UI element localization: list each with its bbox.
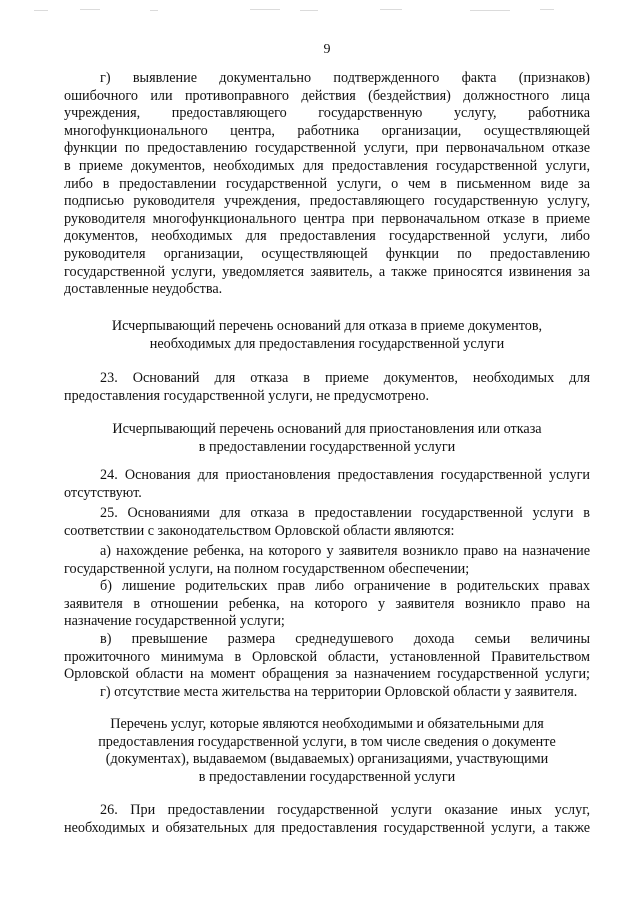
scan-artifacts xyxy=(0,0,640,14)
text-line: руководителя организации, осуществляющей функции по предоставлению xyxy=(64,245,590,262)
text-line: необходимых и обязательных для предоставления государственной услуги, а также xyxy=(64,819,590,836)
heading-line: Исчерпывающий перечень оснований для приостановления или отказа xyxy=(112,421,542,437)
heading-line: Исчерпывающий перечень оснований для отказа в приеме документов, xyxy=(111,318,543,334)
item-a xyxy=(64,543,590,578)
paragraph-26 xyxy=(64,802,590,837)
text-line: прожиточного минимума в Орловской области, установленной Правительством xyxy=(64,648,590,665)
text-line: либо в предоставлении государственной услуги, о чем в письменном виде за xyxy=(64,175,590,192)
page-number: 9 xyxy=(323,42,331,57)
text-line: б) лишение родительских прав либо ограничение в родительских правах xyxy=(100,578,590,594)
text-line: заявителя в отношении ребенка, на которого у заявителя возникло право на xyxy=(64,595,590,612)
text-line: государственной услуги, уведомляется заявитель, а также приносятся извинения за xyxy=(64,263,590,280)
paragraph-24 xyxy=(64,467,590,502)
text-line: г) отсутствие места жительства на территории Орловской области у заявителя. xyxy=(100,684,578,700)
item-g-failure-text xyxy=(64,70,590,299)
paragraph-23 xyxy=(64,370,590,405)
text-line: 26. При предоставлении государственной услуги оказание иных услуг, xyxy=(100,802,590,818)
text-line: г) выявление документально подтвержденного факта (признаков) xyxy=(100,70,590,86)
heading-line: в предоставлении государственной услуги xyxy=(198,768,456,785)
heading-line: в предоставлении государственной услуги xyxy=(198,438,456,455)
text-line: многофункционального центра, работника организации, осуществляющей xyxy=(64,122,590,139)
text-line: 23. Оснований для отказа в приеме документов, необходимых для xyxy=(100,370,590,386)
text-line: доставленные неудобства. xyxy=(64,281,223,298)
text-line: соответствии с законодательством Орловской области являются: xyxy=(64,522,455,539)
heading-line: Перечень услуг, которые являются необходимыми и обязательными для xyxy=(110,716,544,732)
text-line: учреждения, предоставляющего государственную услугу, работника xyxy=(64,105,590,122)
text-line: назначение государственной услуги; xyxy=(64,613,285,630)
heading-line: предоставления государственной услуги, в том числе сведения о документе xyxy=(98,733,556,750)
item-g xyxy=(64,684,590,702)
text-line: ошибочного или противоправного действия (бездействия) должностного лица xyxy=(64,87,590,104)
text-line: а) нахождение ребенка, на которого у заявителя возникло право на назначение xyxy=(100,543,590,559)
text-line: 24. Основания для приостановления предоставления государственной услуги xyxy=(100,467,590,483)
text-line: руководителя многофункционального центра при первоначальном отказе в приеме xyxy=(64,210,590,227)
text-line: в приеме документов, необходимых для предоставления государственной услуги, xyxy=(64,157,590,174)
heading-line: (документах), выдаваемом (выдаваемых) организациями, участвующими xyxy=(105,751,549,768)
text-line: документов, необходимых для предоставления государственной услуги, либо xyxy=(64,228,590,245)
text-line: государственной услуги, на полном государственном обеспечении; xyxy=(64,560,470,577)
text-line: функции по предоставлению государственной услуги, при первоначальном отказе xyxy=(64,140,590,157)
section-heading-refusal-documents xyxy=(64,318,590,353)
section-heading-required-services xyxy=(64,716,590,786)
paragraph-25 xyxy=(64,505,590,540)
text-line: подписью руководителя учреждения, предоставляющего государственную услугу, xyxy=(64,193,590,210)
text-line: в) превышение размера среднедушевого дохода семьи величины xyxy=(100,631,590,647)
section-heading-suspension xyxy=(64,421,590,456)
text-line: предоставления государственной услуги, не предусмотрено. xyxy=(64,387,430,404)
text-line: Орловской области на момент обращения за назначением государственной услуги; xyxy=(64,666,590,683)
text-line: отсутствуют. xyxy=(64,484,142,501)
text-line: 25. Основаниями для отказа в предоставлении государственной услуги в xyxy=(100,505,590,521)
item-b xyxy=(64,578,590,631)
heading-line: необходимых для предоставления государственной услуги xyxy=(149,335,505,352)
item-v xyxy=(64,631,590,684)
